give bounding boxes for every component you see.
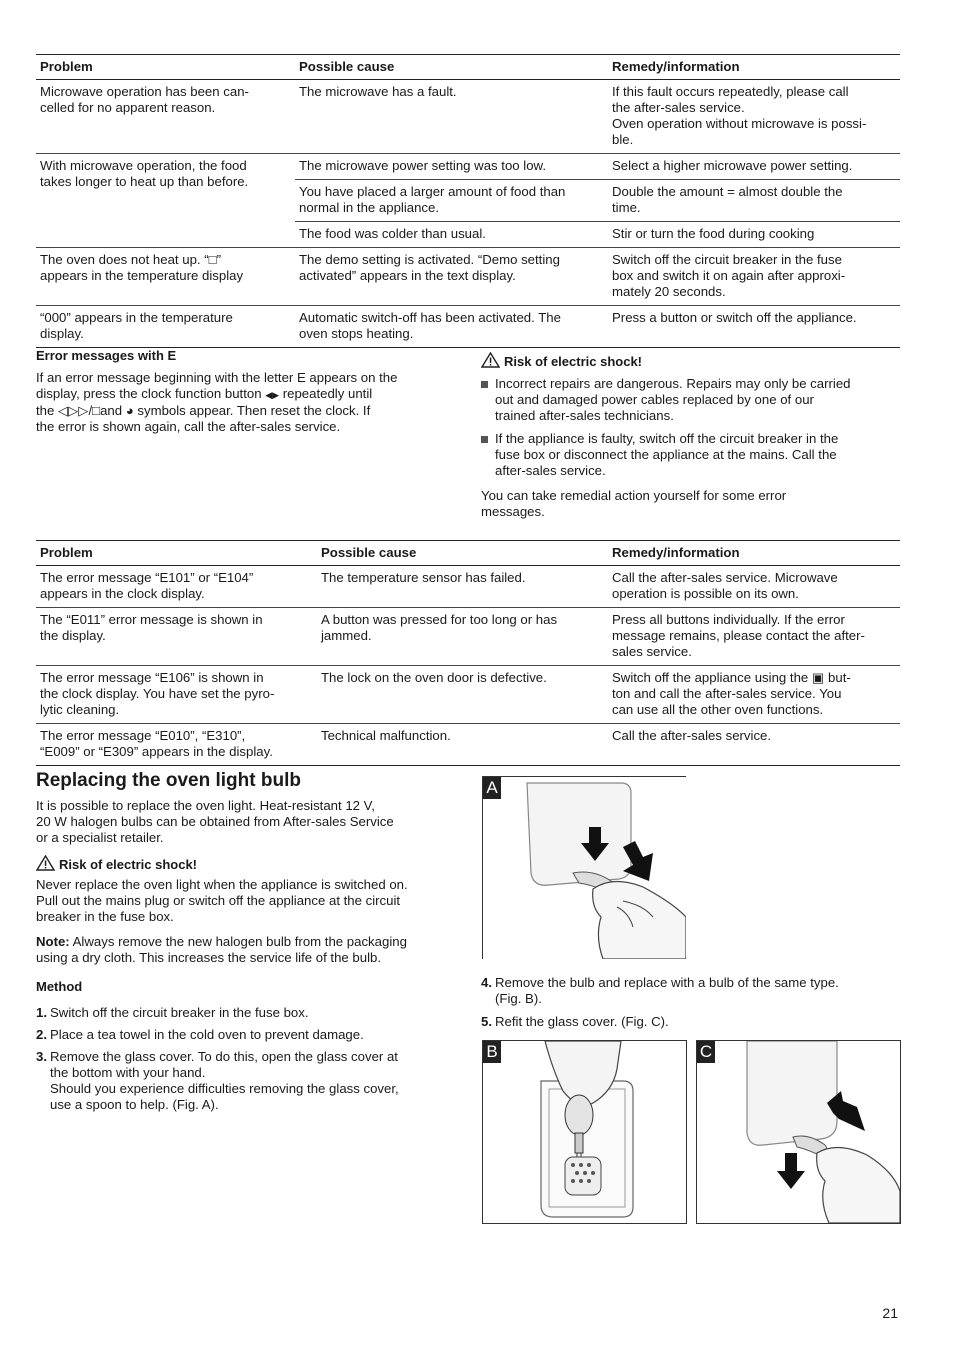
problem-cell: The oven does not heat up. “□” appears in the temperature display — [36, 248, 295, 306]
steps-list — [36, 1005, 456, 1113]
table-row — [36, 666, 900, 724]
remedy-cell: Double the amount = almost double the time. — [608, 180, 900, 222]
list-item: Incorrect repairs are dangerous. Repairs may only be carried out and damaged power cables replaced by one of our trained after-sales technicians. — [481, 376, 901, 424]
cause-cell: The food was colder than usual. — [295, 222, 608, 248]
column-header: Problem — [36, 55, 295, 80]
warning-icon — [36, 855, 55, 871]
intro-text: It is possible to replace the oven light. Heat-resistant 12 V, 20 W halogen bulbs can be obtained from After-sales Service or a specialist retailer. — [36, 798, 394, 845]
list-item: 2. Place a tea towel in the cold oven to prevent damage. — [36, 1027, 364, 1042]
section-heading: Error messages with E — [36, 348, 177, 363]
column-header: Problem — [36, 541, 317, 566]
error-messages-section — [36, 348, 456, 435]
warning-after-text: You can take remedial action yourself for some error messages. — [481, 488, 787, 519]
table-row — [36, 306, 900, 348]
column-header: Possible cause — [317, 541, 608, 566]
remedy-cell: Switch off the circuit breaker in the fuse box and switch it on again after approxi- mately 20 seconds. — [608, 248, 900, 306]
warning-icon — [481, 352, 500, 368]
warning-title: Risk of electric shock! — [504, 354, 642, 369]
column-header: Remedy/information — [608, 55, 900, 80]
cause-cell: The microwave has a fault. — [295, 80, 608, 154]
table-row — [36, 724, 900, 766]
problem-cell: With microwave operation, the food takes longer to heat up than before. — [36, 154, 295, 248]
replacing-bulb-section — [36, 770, 456, 1119]
list-item: 1. Switch off the circuit breaker in the fuse box. — [36, 1005, 309, 1020]
clock-function-button-icon: ◀▶ — [265, 390, 280, 400]
cause-cell: A button was pressed for too long or has jammed. — [317, 608, 608, 666]
table-row — [36, 608, 900, 666]
table-row — [36, 80, 900, 154]
table-row — [36, 154, 900, 180]
figure-b-illustration — [483, 1041, 686, 1223]
note-label: Note: — [36, 934, 70, 949]
figure-a-illustration — [483, 777, 686, 959]
list-item: If the appliance is faulty, switch off the circuit breaker in the fuse box or disconnect the appliance at the mains. Call the after-sales service. — [481, 431, 901, 479]
figure-label: C — [697, 1041, 715, 1063]
page-number: 21 — [882, 1305, 898, 1321]
problem-cell: “000” appears in the temperature display. — [36, 306, 295, 348]
remedy-cell: Press a button or switch off the appliance. — [608, 306, 900, 348]
remedy-cell: Switch off the appliance using the ▣ but- ton and call the after-sales service. You can use all the other oven functions. — [608, 666, 900, 724]
problem-cell: The “E011” error message is shown in the display. — [36, 608, 317, 666]
steps-list — [481, 975, 901, 1030]
cause-cell: Automatic switch-off has been activated. The oven stops heating. — [295, 306, 608, 348]
figure-c-illustration — [697, 1041, 900, 1223]
list-item: 5. Refit the glass cover. (Fig. C). — [481, 1014, 669, 1029]
cause-cell: Technical malfunction. — [317, 724, 608, 766]
problem-cell: The error message “E101” or “E104” appears in the clock display. — [36, 566, 317, 608]
problem-cell: The error message “E106” is shown in the clock display. You have set the pyro- lytic cleaning. — [36, 666, 317, 724]
electric-shock-warning — [481, 352, 901, 520]
clock-symbols-icon: ◁▷▷/□ — [58, 403, 101, 418]
warning-list — [481, 376, 901, 479]
cause-cell: The demo setting is activated. “Demo setting activated” appears in the text display. — [295, 248, 608, 306]
remedy-cell: Call the after-sales service. Microwave operation is possible on its own. — [608, 566, 900, 608]
warning-text: Never replace the oven light when the appliance is switched on. Pull out the mains plug or switch off the appliance at the circuit breaker in the fuse box. — [36, 877, 408, 924]
method-heading: Method — [36, 979, 83, 994]
remedy-cell: Press all buttons individually. If the error message remains, please contact the after- sales service. — [608, 608, 900, 666]
remedy-cell: Stir or turn the food during cooking — [608, 222, 900, 248]
section-title: Replacing the oven light bulb — [36, 770, 301, 791]
steps-continued — [481, 975, 901, 1036]
figure-label: B — [483, 1041, 501, 1063]
column-header: Possible cause — [295, 55, 608, 80]
table-row — [36, 248, 900, 306]
problem-cell: The error message “E010”, “E310”, “E009” or “E309” appears in the display. — [36, 724, 317, 766]
warning-title: Risk of electric shock! — [59, 857, 197, 872]
note: Note: Always remove the new halogen bulb from the packaging using a dry cloth. This increases the service life of the bulb. — [36, 934, 407, 965]
cause-cell: The lock on the oven door is defective. — [317, 666, 608, 724]
list-item: 3. Remove the glass cover. To do this, open the glass cover at the bottom with your hand. Should you experience difficulties removing the glass cover, use a spoon to help. (Fig. A). — [36, 1049, 399, 1112]
cause-cell: The temperature sensor has failed. — [317, 566, 608, 608]
figure-label: A — [483, 777, 501, 799]
timer-icon: ◕ — [125, 403, 134, 418]
figure-c — [696, 1040, 901, 1224]
section-text: If an error message beginning with the letter E appears on the display, press the clock function button ◀▶ repeatedly until the ◁▷▷/□and ◕ symbols appear. Then reset the clock. If the error is shown again, call the after-sales service. — [36, 370, 398, 434]
table-header-row — [36, 541, 900, 566]
cause-cell: The microwave power setting was too low. — [295, 154, 608, 180]
column-header: Remedy/information — [608, 541, 900, 566]
table-row — [36, 566, 900, 608]
remedy-cell: Call the after-sales service. — [608, 724, 900, 766]
cause-cell: You have placed a larger amount of food than normal in the appliance. — [295, 180, 608, 222]
figure-b — [482, 1040, 687, 1224]
problem-cell: Microwave operation has been can- celled for no apparent reason. — [36, 80, 295, 154]
table-header-row — [36, 55, 900, 80]
troubleshooting-table — [36, 54, 900, 348]
remedy-cell: If this fault occurs repeatedly, please call the after-sales service. Oven operation without microwave is possi- ble. — [608, 80, 900, 154]
figure-a — [482, 776, 686, 959]
list-item: 4. Remove the bulb and replace with a bulb of the same type. (Fig. B). — [481, 975, 839, 1006]
remedy-cell: Select a higher microwave power setting. — [608, 154, 900, 180]
error-codes-table — [36, 540, 900, 766]
